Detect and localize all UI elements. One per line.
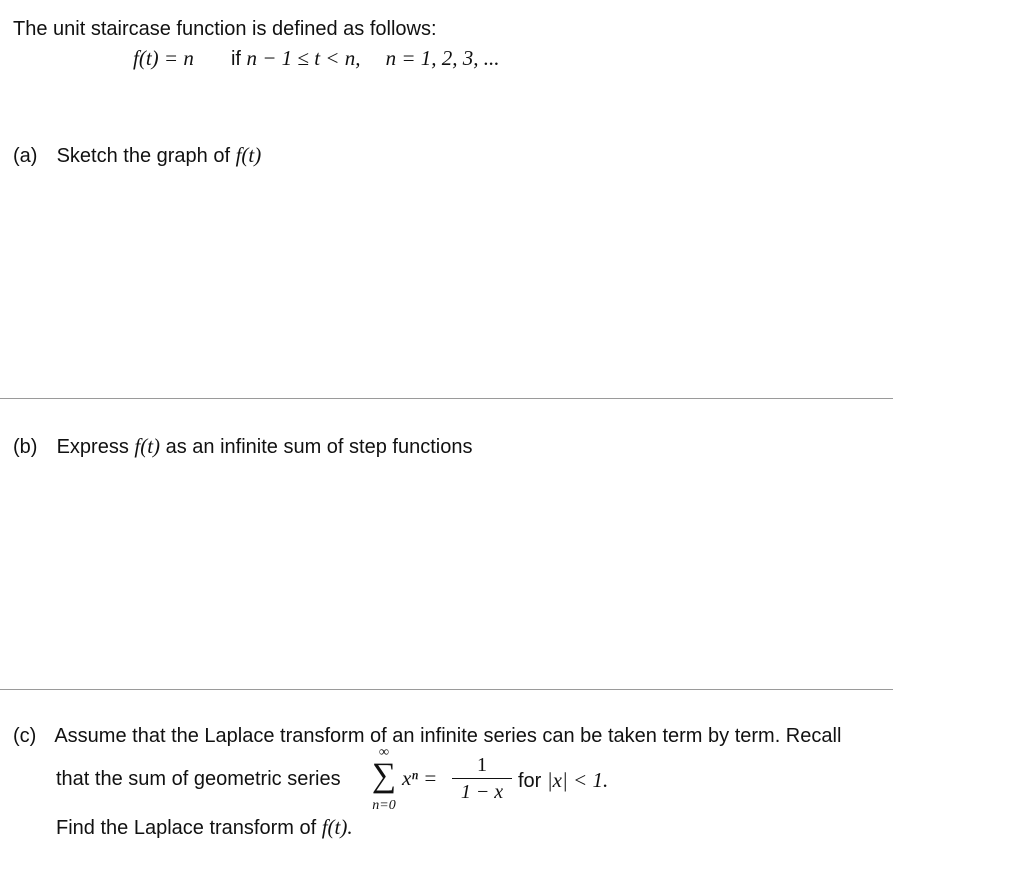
fraction-numerator: 1 [477, 754, 487, 776]
part-c-for: for [518, 770, 542, 792]
part-c-line3 [56, 815, 353, 840]
part-a-label: (a) [13, 145, 38, 167]
formula-rhs: n − 1 ≤ t < n, [246, 46, 361, 70]
part-c-line1-text: Assume that the Laplace transform of an infinite series can be taken term by term. Recall [54, 725, 842, 747]
part-b [13, 434, 472, 459]
sum-term: xⁿ = [402, 766, 438, 790]
part-b-text-before: Express [56, 436, 129, 458]
part-c-line2-before: that the sum of geometric series [56, 768, 341, 790]
part-c-line2-after [518, 768, 608, 793]
definition-formula [133, 46, 500, 71]
fraction [452, 754, 512, 803]
divider-a [0, 398, 893, 399]
part-a-math: f(t) [235, 143, 262, 167]
part-c-line3-text: Find the Laplace transform of [56, 817, 317, 839]
fraction-denominator: 1 − x [460, 781, 504, 803]
sum-lower-limit: n=0 [372, 798, 396, 813]
sum-notation [360, 745, 408, 825]
part-b-math: f(t) [134, 434, 161, 458]
part-b-label: (b) [13, 436, 38, 458]
part-c-label: (c) [13, 725, 37, 747]
intro-text: The unit staircase function is defined as follows: [13, 18, 437, 40]
part-a [13, 143, 261, 168]
divider-b [0, 689, 893, 690]
fraction-bar [452, 778, 512, 779]
formula-domain: n = 1, 2, 3, ... [385, 46, 500, 70]
part-c-line3-math: f(t). [321, 815, 353, 839]
formula-lhs: f(t) = n [133, 46, 194, 70]
sum-upper-limit: ∞ [379, 745, 389, 760]
part-c-condition: |x| < 1. [546, 768, 609, 792]
part-a-text: Sketch the graph of [56, 145, 231, 167]
sigma-icon: ∑ [371, 757, 397, 794]
part-c-line1 [13, 725, 841, 748]
part-b-text-after: as an infinite sum of step functions [165, 436, 473, 458]
formula-cond: if [230, 48, 241, 70]
